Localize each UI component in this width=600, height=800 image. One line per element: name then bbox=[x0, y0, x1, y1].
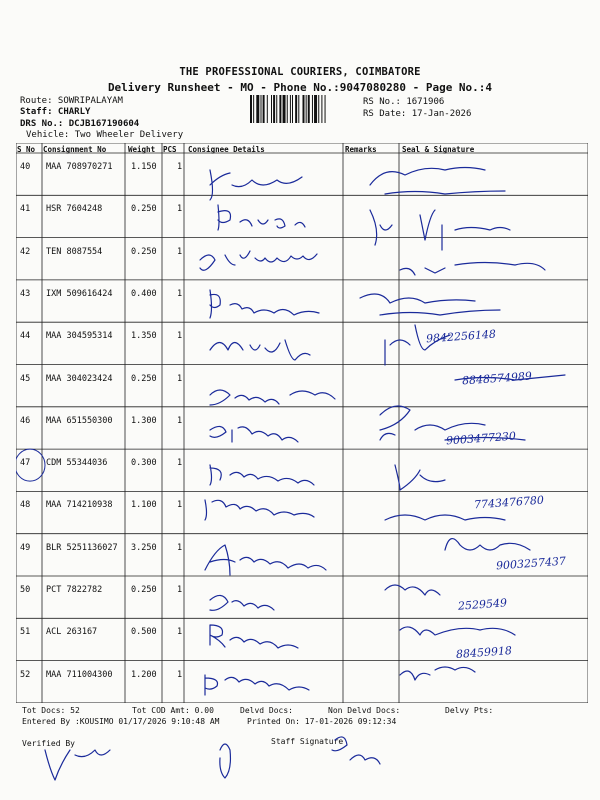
vehicle-label: Vehicle: Two Wheeler Delivery bbox=[26, 130, 184, 140]
row-pcs: 1 bbox=[177, 669, 183, 680]
row-sno: 48 bbox=[20, 500, 31, 511]
verified-by: Verified By bbox=[22, 739, 75, 748]
barcode-bar bbox=[250, 95, 252, 123]
col-consignee: Consignee Details bbox=[188, 145, 265, 154]
handwritten-phone: 9003257437 bbox=[495, 554, 567, 573]
barcode-bar bbox=[271, 95, 272, 123]
staff-label: Staff: CHARLY bbox=[20, 107, 91, 117]
barcode-bar bbox=[287, 95, 288, 123]
row-pcs: 1 bbox=[177, 162, 183, 172]
row-sno: 40 bbox=[20, 162, 31, 172]
row-weight: 1.200 bbox=[131, 669, 157, 680]
row-consignment-no: PCT 7822782 bbox=[46, 585, 103, 595]
row-sno: 45 bbox=[20, 373, 31, 384]
col-pcs: PCS bbox=[163, 145, 177, 154]
barcode-bar bbox=[292, 95, 293, 123]
row-consignment-no: MAA 714210938 bbox=[46, 500, 113, 511]
handwritten-phone: 88459918 bbox=[455, 644, 513, 661]
row-sno: 46 bbox=[20, 415, 31, 426]
barcode-bar bbox=[279, 95, 281, 123]
handwritten-phone: 9842256148 bbox=[425, 327, 497, 346]
row-pcs: 1 bbox=[177, 288, 183, 299]
row-weight: 0.250 bbox=[131, 204, 157, 215]
row-pcs: 1 bbox=[177, 246, 183, 257]
row-pcs: 1 bbox=[177, 627, 183, 638]
row-consignment-no: BLR 5251136027 bbox=[46, 542, 118, 553]
row-weight: 0.250 bbox=[131, 246, 157, 257]
row-pcs: 1 bbox=[177, 331, 183, 342]
handwritten-consignee-name bbox=[200, 475, 250, 485]
handwritten-phone: 8848574989 bbox=[461, 369, 533, 388]
row-sno: 49 bbox=[20, 542, 31, 553]
row-consignment-no: HSR 7604248 bbox=[46, 204, 103, 215]
row-consignment-no: CDM 55344036 bbox=[46, 458, 108, 469]
row-sno: 47 bbox=[20, 458, 31, 469]
handwritten-phone: 7743476780 bbox=[473, 493, 545, 512]
barcode-bar bbox=[283, 95, 286, 123]
barcode-bar bbox=[295, 95, 297, 123]
row-pcs: 1 bbox=[177, 500, 183, 511]
row-sno: 44 bbox=[20, 331, 31, 342]
row-weight: 0.250 bbox=[131, 373, 157, 384]
handwritten-consignee-name bbox=[200, 560, 261, 570]
row-weight: 1.300 bbox=[131, 415, 157, 426]
row-sno: 50 bbox=[20, 585, 31, 595]
handwritten-consignee-name bbox=[200, 517, 266, 527]
row-pcs: 1 bbox=[177, 204, 183, 215]
handwritten-consignee-name bbox=[200, 644, 238, 654]
tot-docs: Tot Docs: 52 bbox=[22, 706, 80, 715]
row-weight: 1.150 bbox=[131, 162, 157, 172]
barcode-bar bbox=[256, 95, 259, 123]
row-weight: 1.100 bbox=[131, 500, 157, 511]
handwritten-consignee-name bbox=[200, 264, 273, 274]
handwritten-consignee-name bbox=[200, 348, 232, 358]
row-weight: 0.500 bbox=[131, 627, 157, 638]
printed-on: Printed On: 17-01-2026 09:12:34 bbox=[247, 717, 397, 726]
handwritten-phone: 2529549 bbox=[457, 596, 508, 613]
barcode-bar bbox=[314, 95, 317, 123]
handwritten-consignee-name bbox=[200, 687, 243, 697]
row-pcs: 1 bbox=[177, 373, 183, 384]
rs-date-label: RS Date: 17-Jan-2026 bbox=[363, 109, 472, 119]
barcode-bar bbox=[253, 95, 254, 123]
row-sno: 51 bbox=[20, 627, 31, 638]
barcode-bar bbox=[312, 95, 313, 123]
handwritten-phone: 9003477230 bbox=[445, 429, 517, 448]
delvy-pts: Delvy Pts: bbox=[445, 706, 494, 715]
row-pcs: 1 bbox=[177, 542, 183, 553]
col-remarks: Remarks bbox=[345, 145, 377, 154]
col-seal: Seal & Signature bbox=[402, 145, 475, 154]
handwritten-consignee-name bbox=[200, 306, 271, 316]
row-pcs: 1 bbox=[177, 458, 183, 469]
delvd-docs: Delvd Docs: bbox=[240, 706, 293, 715]
barcode-bar bbox=[263, 95, 265, 123]
drs-label: DRS No.: DCJB167190604 bbox=[20, 119, 140, 129]
handwriting-layer bbox=[180, 150, 590, 710]
row-weight: 0.300 bbox=[131, 458, 157, 469]
row-sno: 41 bbox=[20, 204, 31, 215]
handwritten-consignee-name bbox=[200, 221, 226, 231]
row-weight: 1.350 bbox=[131, 331, 157, 342]
row-consignment-no: MAA 711004300 bbox=[46, 669, 113, 680]
handwritten-consignee-name bbox=[200, 391, 289, 401]
row-weight: 3.250 bbox=[131, 542, 157, 553]
entered-by: Entered By :KOUSIMO 01/17/2026 9:10:48 AM bbox=[22, 717, 220, 726]
row-pcs: 1 bbox=[177, 415, 183, 426]
route-label: Route: SOWRIPALAYAM bbox=[20, 96, 123, 106]
row-weight: 0.250 bbox=[131, 585, 157, 595]
row-consignment-no: IXM 509616424 bbox=[46, 288, 113, 299]
row-consignment-no: ACL 263167 bbox=[46, 627, 98, 638]
barcode-bar bbox=[267, 95, 268, 123]
row-weight: 0.400 bbox=[131, 288, 157, 299]
row-consignment-no: MAA 651550300 bbox=[46, 415, 113, 426]
col-sno: S No bbox=[17, 145, 36, 154]
runsheet-subtitle: Delivery Runsheet - MO - Phone No.:9047080280 - Page No.:4 bbox=[107, 81, 493, 94]
rs-no-label: RS No.: 1671906 bbox=[363, 97, 445, 107]
row-sno: 52 bbox=[20, 669, 31, 680]
barcode-image bbox=[250, 95, 360, 123]
row-consignment-no: MAA 708970271 bbox=[46, 162, 113, 172]
barcode-bar bbox=[276, 95, 277, 123]
barcode-bar bbox=[318, 95, 319, 123]
handwritten-consignee-name bbox=[200, 179, 260, 189]
barcode-bar bbox=[303, 95, 305, 123]
footer-signatures bbox=[20, 730, 400, 790]
row-sno: 42 bbox=[20, 246, 31, 257]
row-sno: 43 bbox=[20, 288, 31, 299]
barcode-bar bbox=[261, 95, 262, 123]
col-consignment: Consignment No bbox=[43, 145, 107, 154]
non-delvd-docs: Non Delvd Docs: bbox=[328, 706, 401, 715]
barcode-bar bbox=[306, 95, 307, 123]
row-consignment-no: MAA 304023424 bbox=[46, 373, 113, 384]
company-name: THE PROFESSIONAL COURIERS, COIMBATORE bbox=[179, 66, 421, 78]
row-consignment-no: MAA 304595314 bbox=[46, 331, 113, 342]
handwritten-consignee-name bbox=[200, 433, 236, 443]
barcode-bar bbox=[290, 95, 291, 123]
col-weight: Weight bbox=[128, 145, 156, 154]
barcode-bar bbox=[325, 95, 326, 123]
barcode-bar bbox=[273, 95, 275, 123]
barcode-bar bbox=[308, 95, 310, 123]
row-consignment-no: TEN 8087554 bbox=[46, 246, 103, 257]
staff-signature-label: Staff Signature bbox=[271, 737, 344, 746]
barcode-bar bbox=[321, 95, 322, 123]
handwritten-consignee-name bbox=[200, 602, 230, 612]
barcode-bar bbox=[298, 95, 299, 123]
tot-cod: Tot COD Amt: 0.00 bbox=[132, 706, 214, 715]
row-pcs: 1 bbox=[177, 585, 183, 595]
